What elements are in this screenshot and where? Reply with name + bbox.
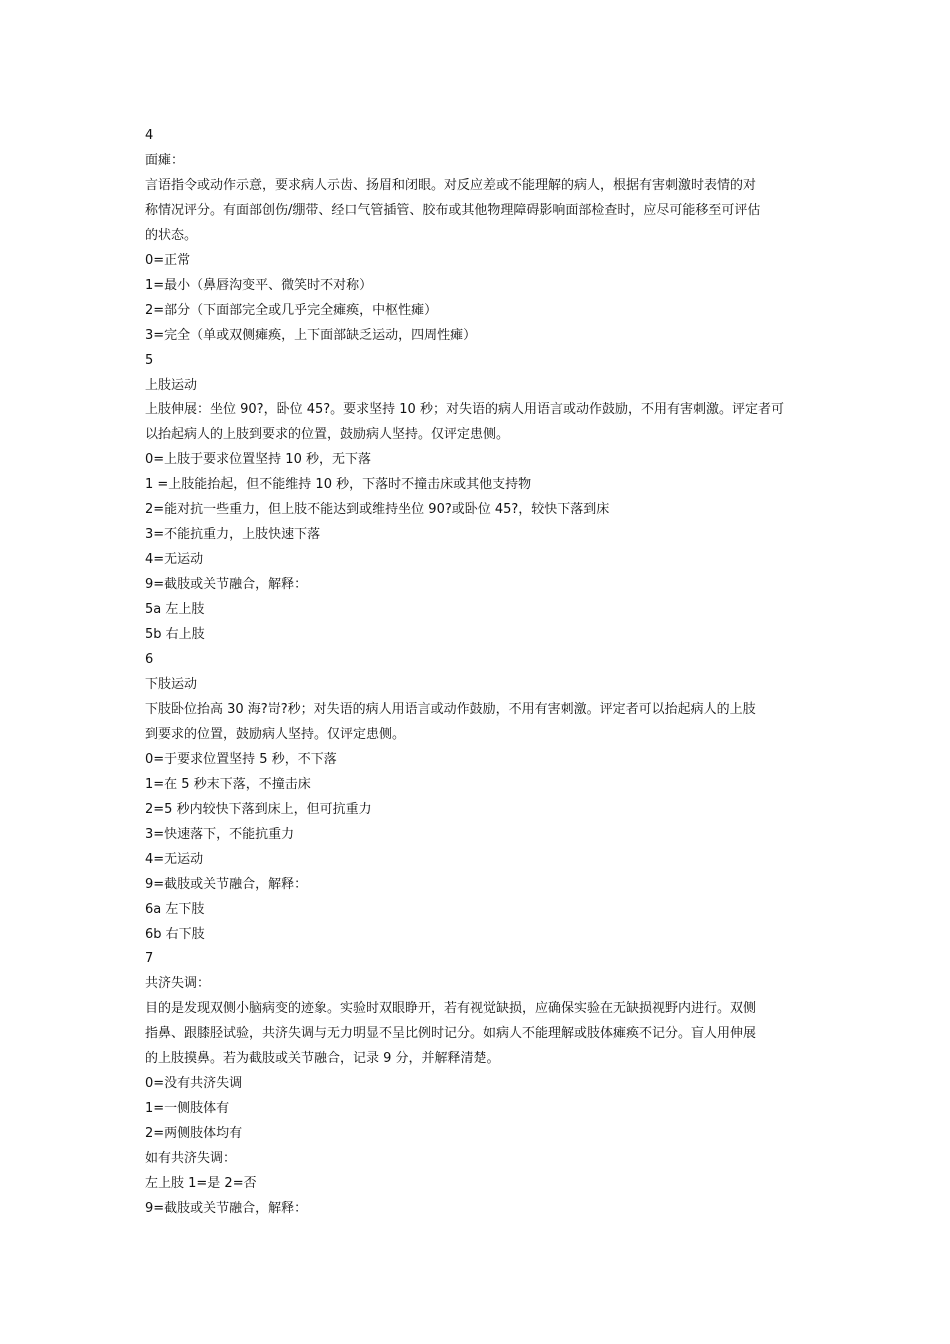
facial-palsy-instructions bbox=[145, 174, 810, 249]
text-line: 指鼻、跟膝胫试验，共济失调与无力明显不呈比例时记分。如病人不能理解或肢体瘫痪不记分。盲人用伸展 bbox=[145, 1026, 757, 1042]
section-number-7: 7 bbox=[145, 951, 154, 967]
score-item: 2=部分（下面部完全或几乎完全瘫痪，中枢性瘫） bbox=[145, 302, 438, 318]
sub-item: 5a 左上肢 bbox=[145, 602, 205, 618]
score-item: 0=上肢于要求位置坚持 10 秒，无下落 bbox=[145, 452, 371, 468]
section-title-ataxia: 共济失调： bbox=[145, 976, 211, 992]
section-number-5: 5 bbox=[145, 352, 154, 368]
text-line: 上肢伸展：坐位 90?，卧位 45?。要求坚持 10 秒；对失语的病人用语言或动作鼓励，不用有害刺激。评定者可 bbox=[145, 402, 784, 418]
text-line: 下肢卧位抬高 30 海?岢?秒；对失语的病人用语言或动作鼓励，不用有害刺激。评定者可以抬起病人的上肢 bbox=[145, 701, 756, 717]
score-item: 9=截肢或关节融合，解释： bbox=[145, 876, 308, 892]
section-title-upper-limb: 上肢运动 bbox=[145, 377, 198, 393]
score-item: 1=在 5 秒末下落，不撞击床 bbox=[145, 776, 311, 792]
section-title-lower-limb: 下肢运动 bbox=[145, 676, 198, 692]
lower-limb-instructions bbox=[145, 698, 810, 748]
text-line: 以抬起病人的上肢到要求的位置，鼓励病人坚持。仅评定患侧。 bbox=[145, 427, 510, 443]
score-item: 3=快速落下，不能抗重力 bbox=[145, 826, 295, 842]
score-item: 3=完全（单或双侧瘫痪，上下面部缺乏运动，四周性瘫） bbox=[145, 327, 477, 343]
section-number-4: 4 bbox=[145, 128, 154, 143]
score-item: 0=正常 bbox=[145, 252, 191, 268]
score-item: 0=于要求位置坚持 5 秒，不下落 bbox=[145, 751, 337, 767]
sub-item: 左上肢 1=是 2=否 bbox=[145, 1176, 257, 1192]
text-line: 称情况评分。有面部创伤/绷带、经口气管插管、胶布或其他物理障碍影响面部检查时，应尽可能移至可评估 bbox=[145, 202, 761, 218]
text-line: 目的是发现双侧小脑病变的迹象。实验时双眼睁开，若有视觉缺损，应确保实验在无缺损视野内进行。双侧 bbox=[145, 1001, 757, 1017]
score-item: 2=能对抗一些重力，但上肢不能达到或维持坐位 90?或卧位 45?，较快下落到床 bbox=[145, 502, 610, 518]
score-item: 9=截肢或关节融合，解释： bbox=[145, 1200, 308, 1216]
score-item: 2=5 秒内较快下落到床上，但可抗重力 bbox=[145, 801, 372, 817]
text-line: 的状态。 bbox=[145, 227, 198, 243]
sub-item: 5b 右上肢 bbox=[145, 627, 205, 643]
score-item: 1=最小（鼻唇沟变平、微笑时不对称） bbox=[145, 277, 373, 293]
score-item: 1=一侧肢体有 bbox=[145, 1101, 230, 1117]
text-line: 言语指令或动作示意，要求病人示齿、扬眉和闭眼。对反应差或不能理解的病人，根据有害刺激时表情的对 bbox=[145, 177, 757, 193]
sub-item: 6a 左下肢 bbox=[145, 901, 205, 917]
ataxia-instructions bbox=[145, 997, 810, 1072]
upper-limb-instructions bbox=[145, 398, 810, 448]
score-item: 3=不能抗重力，上肢快速下落 bbox=[145, 527, 321, 543]
section-number-6: 6 bbox=[145, 652, 154, 668]
score-item: 4=无运动 bbox=[145, 552, 204, 568]
sub-item: 6b 右下肢 bbox=[145, 926, 205, 942]
score-item: 9=截肢或关节融合，解释： bbox=[145, 577, 308, 593]
section-title-facial-palsy: 面瘫： bbox=[145, 152, 185, 168]
score-item: 2=两侧肢体均有 bbox=[145, 1126, 243, 1142]
text-line: 的上肢摸鼻。若为截肢或关节融合，记录 9 分，并解释清楚。 bbox=[145, 1051, 500, 1067]
ataxia-followup: 如有共济失调： bbox=[145, 1151, 237, 1167]
score-item: 1 =上肢能抬起，但不能维持 10 秒，下落时不撞击床或其他支持物 bbox=[145, 477, 532, 493]
text-line: 到要求的位置，鼓励病人坚持。仅评定患侧。 bbox=[145, 726, 406, 742]
score-item: 0=没有共济失调 bbox=[145, 1076, 243, 1092]
score-item: 4=无运动 bbox=[145, 851, 204, 867]
document-body bbox=[145, 124, 810, 1222]
